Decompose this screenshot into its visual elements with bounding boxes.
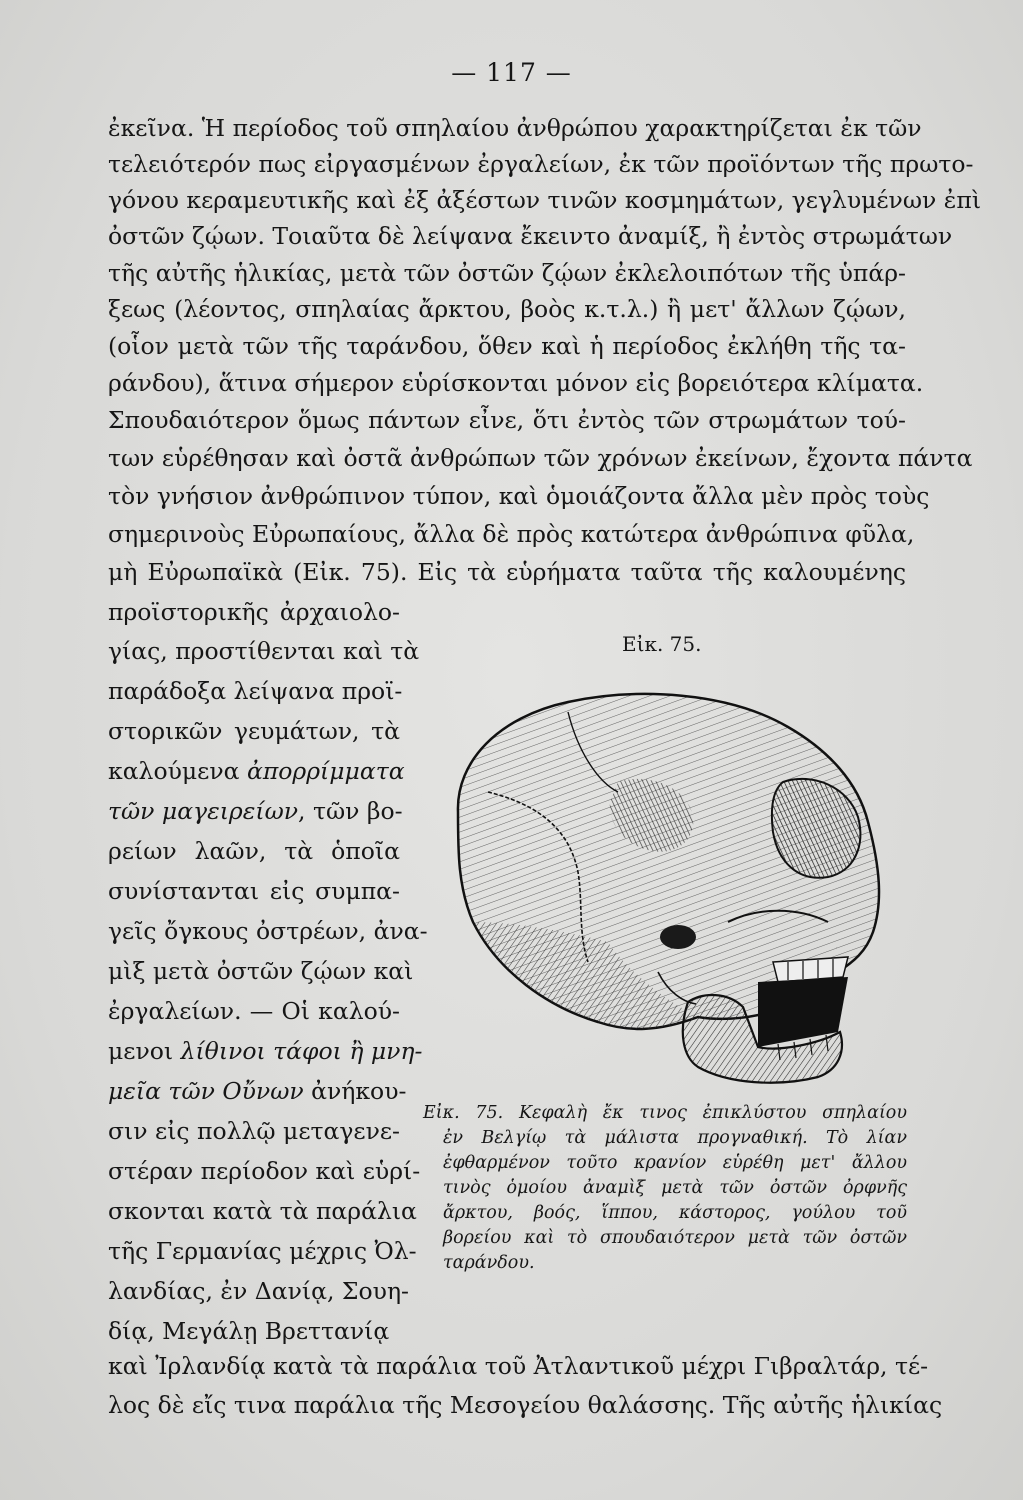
figure-caption-line: ταράνδου. — [443, 1253, 535, 1273]
text-line: (οἷον μετὰ τῶν τῆς ταράνδου, ὅθεν καὶ ἡ περίοδος ἐκλήθη τῆς τα- — [108, 332, 906, 360]
column-line: παράδοξα λείψανα προϊ- — [108, 677, 403, 705]
column-line: συνίστανται εἰς συμπα- — [108, 877, 400, 905]
column-line: γεῖς ὄγκους ὀστρέων, ἀνα- — [108, 917, 428, 945]
figure-caption-line: Εἰκ. 75. Κεφαλὴ ἔκ τινος ἐπικλύστου σπηλαίου — [423, 1103, 907, 1123]
column-line: μὶξ μετὰ ὀστῶν ζῴων καὶ — [108, 957, 414, 985]
text-line: τῆς αὐτῆς ἡλικίας, μετὰ τῶν ὀστῶν ζῴων ἐκλελοιπότων τῆς ὑπάρ- — [108, 259, 906, 287]
figure-caption-line: βορείου καὶ τὸ σπουδαιότερον μετὰ τῶν ὀστῶν — [443, 1228, 907, 1248]
column-line: σιν εἰς πολλῷ μεταγενε- — [108, 1117, 400, 1145]
column-line: καλούμενα ἀπορρίμματα — [108, 757, 405, 785]
text-line: ξεως (λέοντος, σπηλαίας ἄρκτου, βοὸς κ.τ.λ.) ἢ μετ' ἄλλων ζῴων, — [108, 295, 906, 323]
text-line: μὴ Εὐρωπαϊκὰ (Εἰκ. 75). Εἰς τὰ εὑρήματα ταῦτα τῆς καλουμένης — [108, 558, 906, 586]
column-line: μενοι λίθινοι τάφοι ἢ μνη- — [108, 1037, 423, 1065]
text-line: ὀστῶν ζῴων. Τοιαῦτα δὲ λείψανα ἔκειντο ἀναμίξ, ἢ ἐντὸς στρωμάτων — [108, 222, 953, 250]
column-line: λανδίας, ἐν Δανίᾳ, Σουη- — [108, 1277, 409, 1305]
page-number: — 117 — — [451, 58, 572, 87]
column-line: ἐργαλείων. — Οἱ καλού- — [108, 997, 400, 1025]
text-line: τελειότερόν πως εἰργασμένων ἐργαλείων, ἐκ τῶν προϊόντων τῆς πρωτο- — [108, 150, 974, 178]
column-line: μεῖα τῶν Οὔνων ἀνήκου- — [108, 1077, 407, 1105]
column-line: γίας, προστίθενται καὶ τὰ — [108, 637, 420, 665]
text-line: τὸν γνήσιον ἀνθρώπινον τύπον, καὶ ὁμοιάζοντα ἄλλα μὲν πρὸς τοὺς — [108, 482, 930, 510]
figure-caption-line: ἐν Βελγίῳ τὰ μάλιστα προγναθική. Τὸ λίαν — [443, 1128, 907, 1148]
figure-caption-line: ἄρκτου, βοός, ἵππου, κάστορος, γούλου τοῦ — [443, 1203, 907, 1223]
text-line: των εὑρέθησαν καὶ ὀστᾶ ἀνθρώπων τῶν χρόνων ἐκείνων, ἔχοντα πάντα — [108, 444, 973, 472]
text-line: καὶ Ἰρλανδίᾳ κατὰ τὰ παράλια τοῦ Ἀτλαντικοῦ μέχρι Γιβραλτάρ, τέ- — [108, 1352, 929, 1380]
text-line: γόνου κεραμευτικῆς καὶ ἐξ ἀξέστων τινῶν κοσμημάτων, γεγλυμένων ἐπὶ — [108, 186, 982, 214]
skull-illustration — [428, 672, 908, 1092]
text-line: λος δὲ εἴς τινα παράλια τῆς Μεσογείου θαλάσσης. Τῆς αὐτῆς ἡλικίας — [108, 1391, 943, 1419]
column-line: σκονται κατὰ τὰ παράλια — [108, 1197, 417, 1225]
column-line: δίᾳ, Μεγάλῃ Βρεττανίᾳ — [108, 1317, 390, 1345]
figure-caption-line: ἐφθαρμένον τοῦτο κρανίον εὑρέθη μετ' ἄλλου — [443, 1153, 907, 1173]
column-line: τῶν μαγειρείων, τῶν βο- — [108, 797, 403, 825]
figure-label: Εἰκ. 75. — [622, 632, 702, 656]
column-line: τῆς Γερμανίας μέχρις Ὀλ- — [108, 1237, 417, 1265]
text-line: σημερινοὺς Εὐρωπαίους, ἄλλα δὲ πρὸς κατώτερα ἀνθρώπινα φῦλα, — [108, 520, 915, 548]
column-line: ρείων λαῶν, τὰ ὁποῖα — [108, 837, 400, 865]
column-line: στέραν περίοδον καὶ εὑρί- — [108, 1157, 421, 1185]
text-line: ἐκεῖνα. Ἡ περίοδος τοῦ σπηλαίου ἀνθρώπου χαρακτηρίζεται ἐκ τῶν — [108, 114, 922, 142]
column-line: στορικῶν γευμάτων, τὰ — [108, 717, 400, 745]
column-line: προϊστορικῆς ἀρχαιολο- — [108, 598, 400, 626]
text-line: Σπουδαιότερον ὅμως πάντων εἶνε, ὅτι ἐντὸς τῶν στρωμάτων τού- — [108, 406, 906, 434]
text-line: ράνδου), ἅτινα σήμερον εὑρίσκονται μόνον εἰς βορειότερα κλίματα. — [108, 369, 924, 397]
figure-caption-line: τινὸς ὁμοίου ἀναμὶξ μετὰ τῶν ὀστῶν ὀρφνῆς — [443, 1178, 907, 1198]
